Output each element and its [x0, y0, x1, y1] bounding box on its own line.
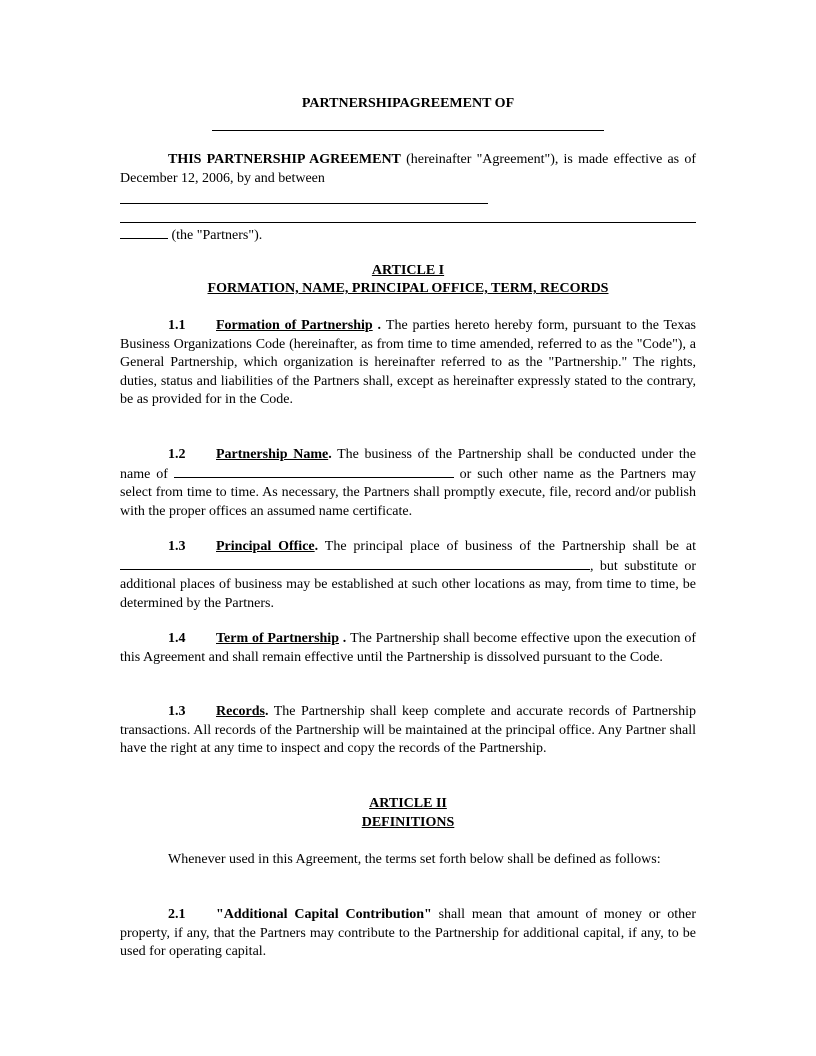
section-number: 1.4	[168, 631, 186, 646]
section-1-2: 1.2 Partnership Name. The business of the Partnership shall be conducted under the name of or such other name as the Partners may select from time to time. As necessary, the Partners shall promptly execute, file, record and/or publish with the proper offices an assumed name certificate.	[120, 447, 697, 519]
partner-two-blank	[120, 222, 696, 223]
article-2-heading: DEFINITIONS	[361, 815, 455, 830]
section-number: 1.2	[168, 447, 186, 462]
section-text-b: , but substitute or additional places of business may be established at such other locations as may, from time to time, be determined by the Partners.	[120, 558, 696, 611]
definition-text: shall mean that amount of money or other property, if any, that the Partners may contribute to the Partnership for additional capital, if any, to be used for operating capital.	[120, 907, 696, 959]
party-name-blank	[212, 130, 604, 131]
article-2-label: ARTICLE II	[369, 796, 447, 811]
partner-one-blank	[120, 203, 488, 204]
partnership-name-blank	[174, 465, 454, 478]
section-heading: Principal Office	[216, 539, 315, 554]
section-text: The parties hereto hereby form, pursuant to the Texas Business Organizations Code (hereinafter, as from time to time amended, referred to as the "Code"), a General Partnership, which organization is hereinafter referred to as the "Partnership." The rights, duties, status and liabilities of the Partners shall, except as hereinafter expressly stated to the contrary, be as provided for in the Code.	[120, 318, 696, 407]
partners-line	[120, 226, 696, 246]
section-number: 1.3	[168, 704, 186, 719]
section-heading: Records	[216, 704, 265, 719]
partners-suffix: (the "Partners").	[171, 228, 263, 243]
section-number: 1.3	[168, 539, 186, 554]
principal-office-blank	[120, 557, 590, 570]
intro-paragraph	[120, 151, 696, 188]
definitions-intro	[120, 851, 696, 870]
definition-2-1	[120, 906, 696, 962]
section-heading: Formation of Partnership	[216, 318, 373, 333]
definitions-intro-text: Whenever used in this Agreement, the terms set forth below shall be defined as follows:	[168, 852, 661, 867]
partner-two-blank-tail	[120, 226, 168, 239]
document-title: PARTNERSHIPAGREEMENT OF	[301, 96, 515, 111]
section-1-1: 1.1 Formation of Partnership . The parties hereto hereby form, pursuant to the Texas Business Organizations Code (hereinafter, as from time to time amended, referred to as the "Code"), a General Partnership, which organization is hereinafter referred to as the "Partnership." The rights, duties, status and liabilities of the Partners shall, except as hereinafter expressly stated to the contrary, be as provided for in the Code.	[120, 318, 696, 407]
section-text-a: The principal place of business of the Partnership shall be at	[324, 539, 696, 554]
intro-lead: THIS PARTNERSHIP AGREEMENT	[168, 152, 401, 167]
section-1-4: 1.4 Term of Partnership . The Partnership shall become effective upon the execution of this Agreement and shall remain effective until the Partnership is dissolved pursuant to the Code.	[120, 631, 696, 665]
section-text-b: or such other name as the Partners may select from time to time. As necessary, the Partners shall promptly execute, file, record and/or publish with the proper offices an assumed name certificate.	[120, 466, 697, 519]
definition-term: "Additional Capital Contribution"	[216, 907, 432, 922]
section-text: The Partnership shall keep complete and accurate records of Partnership transactions. All records of the Partnership will be maintained at the principal office. Any Partner shall have the right at any time to inspect and copy the records of the Partnership.	[120, 704, 696, 756]
section-heading: Term of Partnership	[216, 631, 339, 646]
section-records: 1.3 Records. The Partnership shall keep complete and accurate records of Partnership transactions. All records of the Partnership will be maintained at the principal office. Any Partner shall have the right at any time to inspect and copy the records of the Partnership.	[120, 704, 696, 756]
section-number: 1.1	[168, 318, 186, 333]
article-1-label: ARTICLE I	[371, 263, 445, 278]
section-1-3-principal-office: 1.3 Principal Office. The principal place of business of the Partnership shall be at , but substitute or additional places of business may be established at such other locations as may, from time to time, be determined by the Partners.	[120, 539, 696, 611]
section-text: The Partnership shall become effective upon the execution of this Agreement and shall remain effective until the Partnership is dissolved pursuant to the Code.	[120, 631, 696, 665]
intro-text: (hereinafter "Agreement"), is made effective as of December 12, 2006, by and between	[120, 152, 696, 186]
article-1-heading: FORMATION, NAME, PRINCIPAL OFFICE, TERM, RECORDS	[207, 281, 609, 296]
section-text-a: The business of the Partnership shall be conducted under the name of	[120, 447, 696, 482]
section-heading: Partnership Name	[216, 447, 329, 462]
definition-number: 2.1	[168, 907, 186, 922]
